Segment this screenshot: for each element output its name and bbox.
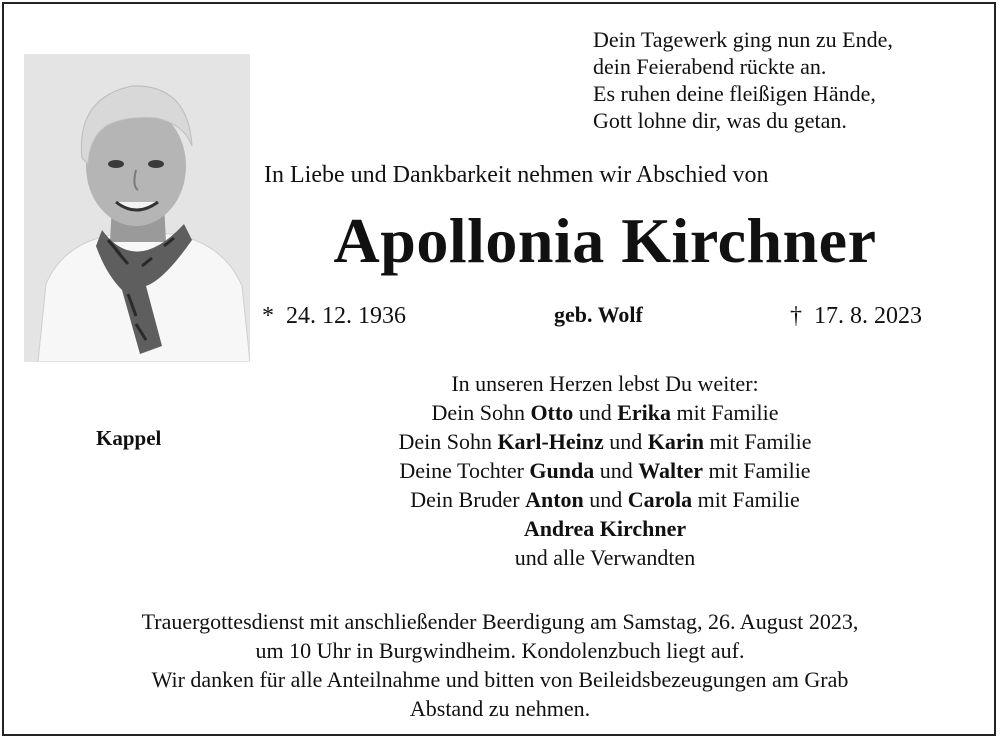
conjunction: und — [599, 458, 633, 483]
family-suffix: mit Familie — [709, 429, 812, 454]
conjunction: und — [578, 400, 612, 425]
mourner-line — [264, 485, 946, 514]
poem-line: Dein Tagewerk ging nun zu Ende, — [593, 27, 893, 52]
relation-label: Dein Sohn — [398, 429, 492, 454]
conjunction: und — [609, 429, 643, 454]
poem-line: dein Feierabend rückte an. — [593, 54, 827, 79]
mourner-name: Erika — [617, 400, 671, 425]
mourner-line — [264, 398, 946, 427]
relation-label: Dein Sohn — [431, 400, 525, 425]
farewell-intro: In Liebe und Dankbarkeit nehmen wir Abschied von — [264, 162, 769, 188]
service-notice — [10, 607, 990, 723]
family-suffix: mit Familie — [697, 487, 800, 512]
mourner-name: Anton — [525, 487, 584, 512]
mourners-closing: und alle Verwandten — [514, 545, 696, 570]
family-suffix: mit Familie — [708, 458, 811, 483]
service-line: Trauergottesdienst mit anschließender Beerdigung am Samstag, 26. August 2023, — [141, 609, 859, 634]
relation-label: Dein Bruder — [410, 487, 520, 512]
deceased-name: Apollonia Kirchner — [333, 205, 877, 276]
death-info — [790, 303, 922, 330]
mourner-name: Karl-Heinz — [497, 429, 604, 454]
birth-star-icon: * — [262, 303, 274, 329]
mourners-intro: In unseren Herzen lebst Du weiter: — [451, 371, 759, 396]
poem — [593, 26, 893, 134]
birth-info — [262, 303, 406, 330]
service-line: um 10 Uhr in Burgwindheim. Kondolenzbuch liegt auf. — [255, 638, 745, 663]
mourner-name: Andrea Kirchner — [523, 516, 687, 541]
mourner-line — [264, 456, 946, 485]
mourner-name: Karin — [647, 429, 704, 454]
birth-date: 24. 12. 1936 — [286, 303, 406, 329]
relation-label: Deine Tochter — [399, 458, 524, 483]
poem-line: Gott lohne dir, was du getan. — [593, 108, 847, 133]
mourner-name: Otto — [530, 400, 574, 425]
portrait-illustration — [24, 54, 250, 362]
portrait-photo — [24, 54, 250, 362]
mourners-list — [264, 369, 946, 572]
maiden-name: geb. Wolf — [554, 302, 643, 327]
place-of-residence: Kappel — [96, 426, 162, 450]
service-line: Wir danken für alle Anteilnahme und bitten von Beileidsbezeugungen am Grab — [151, 667, 849, 692]
service-line: Abstand zu nehmen. — [409, 696, 591, 721]
conjunction: und — [589, 487, 623, 512]
mourner-line — [264, 427, 946, 456]
mourner-name: Walter — [638, 458, 704, 483]
poem-line: Es ruhen deine fleißigen Hände, — [593, 81, 876, 106]
death-cross-icon: † — [790, 303, 802, 329]
family-suffix: mit Familie — [676, 400, 779, 425]
death-date: 17. 8. 2023 — [814, 303, 922, 329]
mourner-line — [264, 514, 946, 543]
mourner-name: Carola — [627, 487, 693, 512]
mourner-name: Gunda — [529, 458, 595, 483]
